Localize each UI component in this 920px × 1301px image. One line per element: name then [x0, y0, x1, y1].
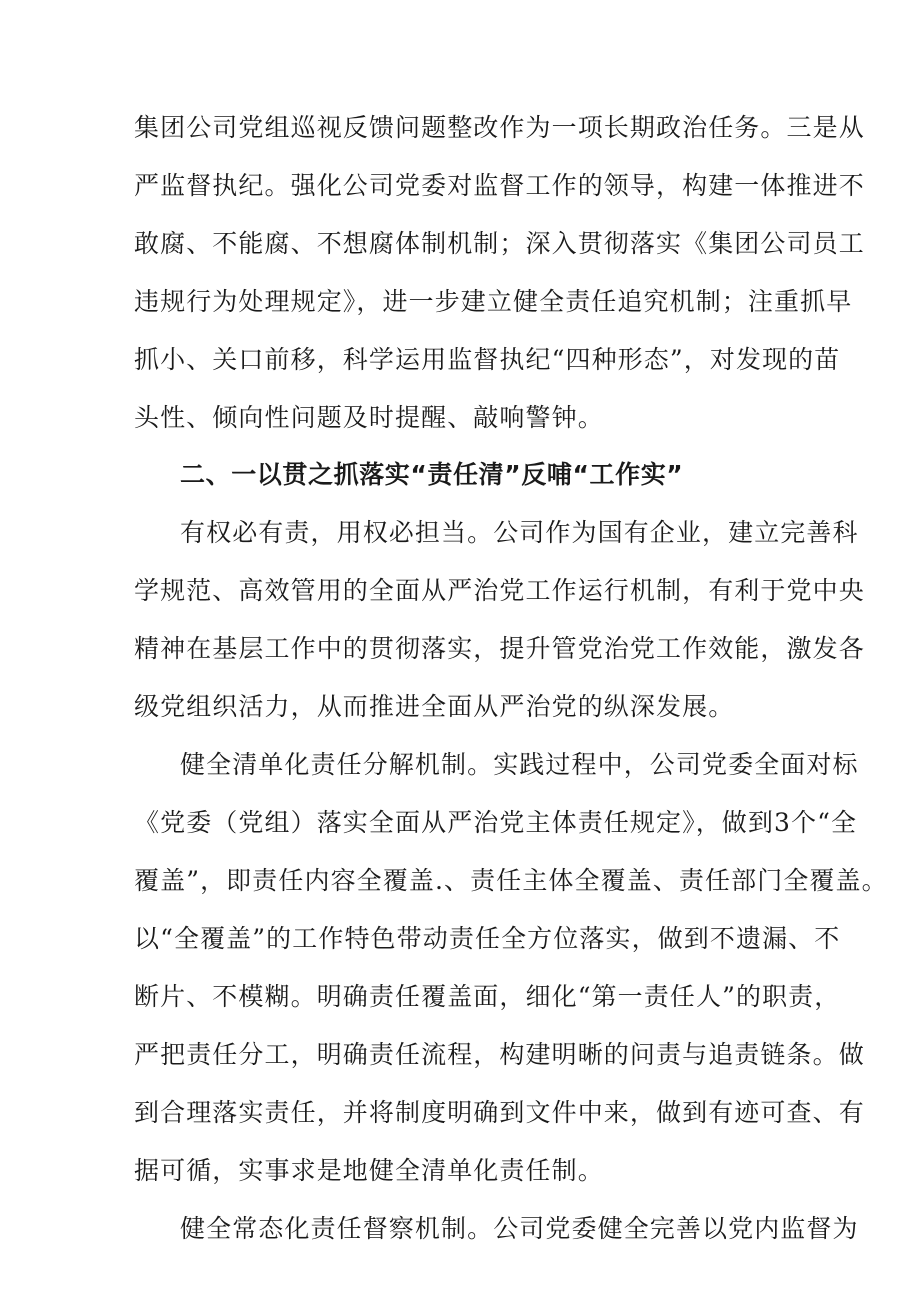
- body-text-line: 以“全覆盖”的工作特色带动责任全方位落实，做到不遗漏、不: [134, 924, 841, 953]
- body-text-line: 严把责任分工，明确责任流程，构建明晰的问责与追责链条。做: [134, 1040, 865, 1069]
- paragraph-first-line: 健全常态化责任督察机制。公司党委健全完善以党内监督为: [180, 1214, 859, 1243]
- body-text-line: 集团公司党组巡视反馈问题整改作为一项长期政治任务。三是从: [134, 113, 865, 142]
- paragraph-first-line: 健全清单化责任分解机制。实践过程中，公司党委全面对标: [180, 750, 859, 779]
- body-text-line: 抓小、关口前移，科学运用监督执纪“四种形态”，对发现的苗: [134, 345, 841, 374]
- body-text-line: 违规行为处理规定》，进一步建立健全责任追究机制；注重抓早: [134, 287, 853, 316]
- body-text-line: 据可循，实事求是地健全清单化责任制。: [134, 1156, 604, 1185]
- section-heading: 二、一以贯之抓落实“责任清”反哺“工作实”: [180, 460, 684, 489]
- body-text-line: 覆盖”，即责任内容全覆盖.、责任主体全覆盖、责任部门全覆盖。: [134, 866, 888, 895]
- body-text-line: 学规范、高效管用的全面从严治党工作运行机制，有利于党中央: [134, 576, 865, 605]
- body-text-line: 《党委（党组）落实全面从严治党主体责任规定》，做到3个“全: [134, 808, 858, 837]
- body-text-line: 严监督执纪。强化公司党委对监督工作的领导，构建一体推进不: [134, 171, 865, 200]
- paragraph-first-line: 有权必有责，用权必担当。公司作为国有企业，建立完善科: [180, 518, 859, 547]
- body-text-line: 敢腐、不能腐、不想腐体制机制；深入贯彻落实《集团公司员工: [134, 229, 865, 258]
- body-text-line: 精神在基层工作中的贯彻落实，提升管党治党工作效能，激发各: [134, 634, 865, 663]
- body-text-line: 头性、倾向性问题及时提醒、敲响警钟。: [134, 403, 604, 432]
- body-text-line: 到合理落实责任，并将制度明确到文件中来，做到有迹可查、有: [134, 1098, 865, 1127]
- body-text-line: 断片、不模糊。明确责任覆盖面，细化“第一责任人”的职责，: [134, 982, 841, 1011]
- body-text-line: 级党组织活力，从而推进全面从严治党的纵深发展。: [134, 692, 735, 721]
